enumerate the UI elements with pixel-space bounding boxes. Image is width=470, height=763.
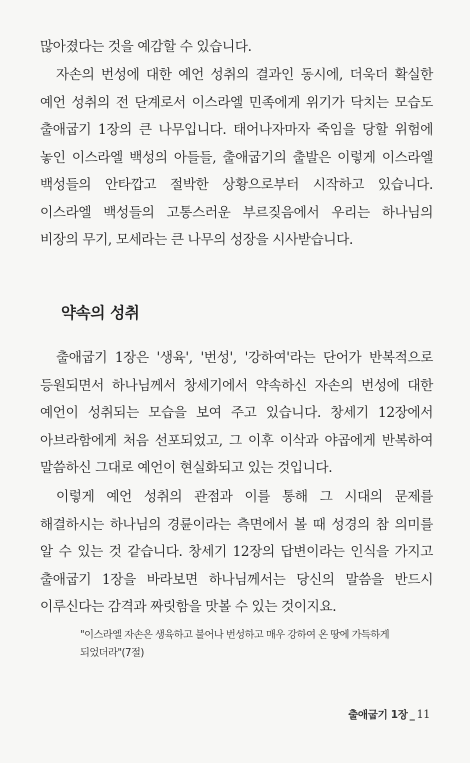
- body-paragraph-4: 이렇게 예언 성취의 관점과 이를 통해 그 시대의 문제를 해결하시는 하나님의 경륜이라는 측면에서 볼 때 성경의 참 의미를 알 수 있는 것 같습니다. 창세기 12장의 답변이라는 인식을 가지고 출애굽기 1장을 바라보면 하나님께서는 당신의 말씀을 반드시 이루신다는 감격과 짜릿함을 맛볼 수 있는 것이지요.: [40, 489, 433, 615]
- section-heading: 약속의 성취: [61, 304, 140, 322]
- running-footer-title: 출애굽기 1장: [348, 709, 408, 721]
- scripture-quote: "이스라엘 자손은 생육하고 불어나 번성하고 매우 강하여 온 땅에 가득하게 되었더라"(7절): [80, 630, 390, 659]
- page-footer: [348, 707, 430, 722]
- body-paragraph-2: 자손의 번성에 대한 예언 성취의 결과인 동시에, 더욱더 확실한 예언 성취의 전 단계로서 이스라엘 민족에게 위기가 닥치는 모습도 출애굽기 1장의 큰 나무입니다. 태어나자마자 죽임을 당할 위험에 놓인 이스라엘 백성의 아들들, 출애굽기의 출발은 이렇게 이스라엘 백성들의 안타깝고 절박한 상황으로부터 시작하고 있습니다. 이스라엘 백성들의 고통스러운 부르짖음에서 우리는 하나님의 비장의 무기, 모세라는 큰 나무의 성장을 시사받습니다.: [40, 67, 433, 248]
- body-paragraph-1: 많아졌다는 것을 예감할 수 있습니다.: [40, 39, 252, 55]
- footer-separator: _: [409, 709, 415, 721]
- body-paragraph-3: 출애굽기 1장은 '생육', '번성', '강하여'라는 단어가 반복적으로 등원되면서 하나님께서 창세기에서 약속하신 자손의 번성에 대한 예언이 성취되는 모습을 보여 주고 있습니다. 창세기 12장에서 아브라함에게 처음 선포되었고, 그 이후 이삭과 야곱에게 반복하여 말씀하신 그대로 예언이 현실화되고 있는 것입니다.: [40, 350, 433, 476]
- page-number: 11: [416, 708, 430, 721]
